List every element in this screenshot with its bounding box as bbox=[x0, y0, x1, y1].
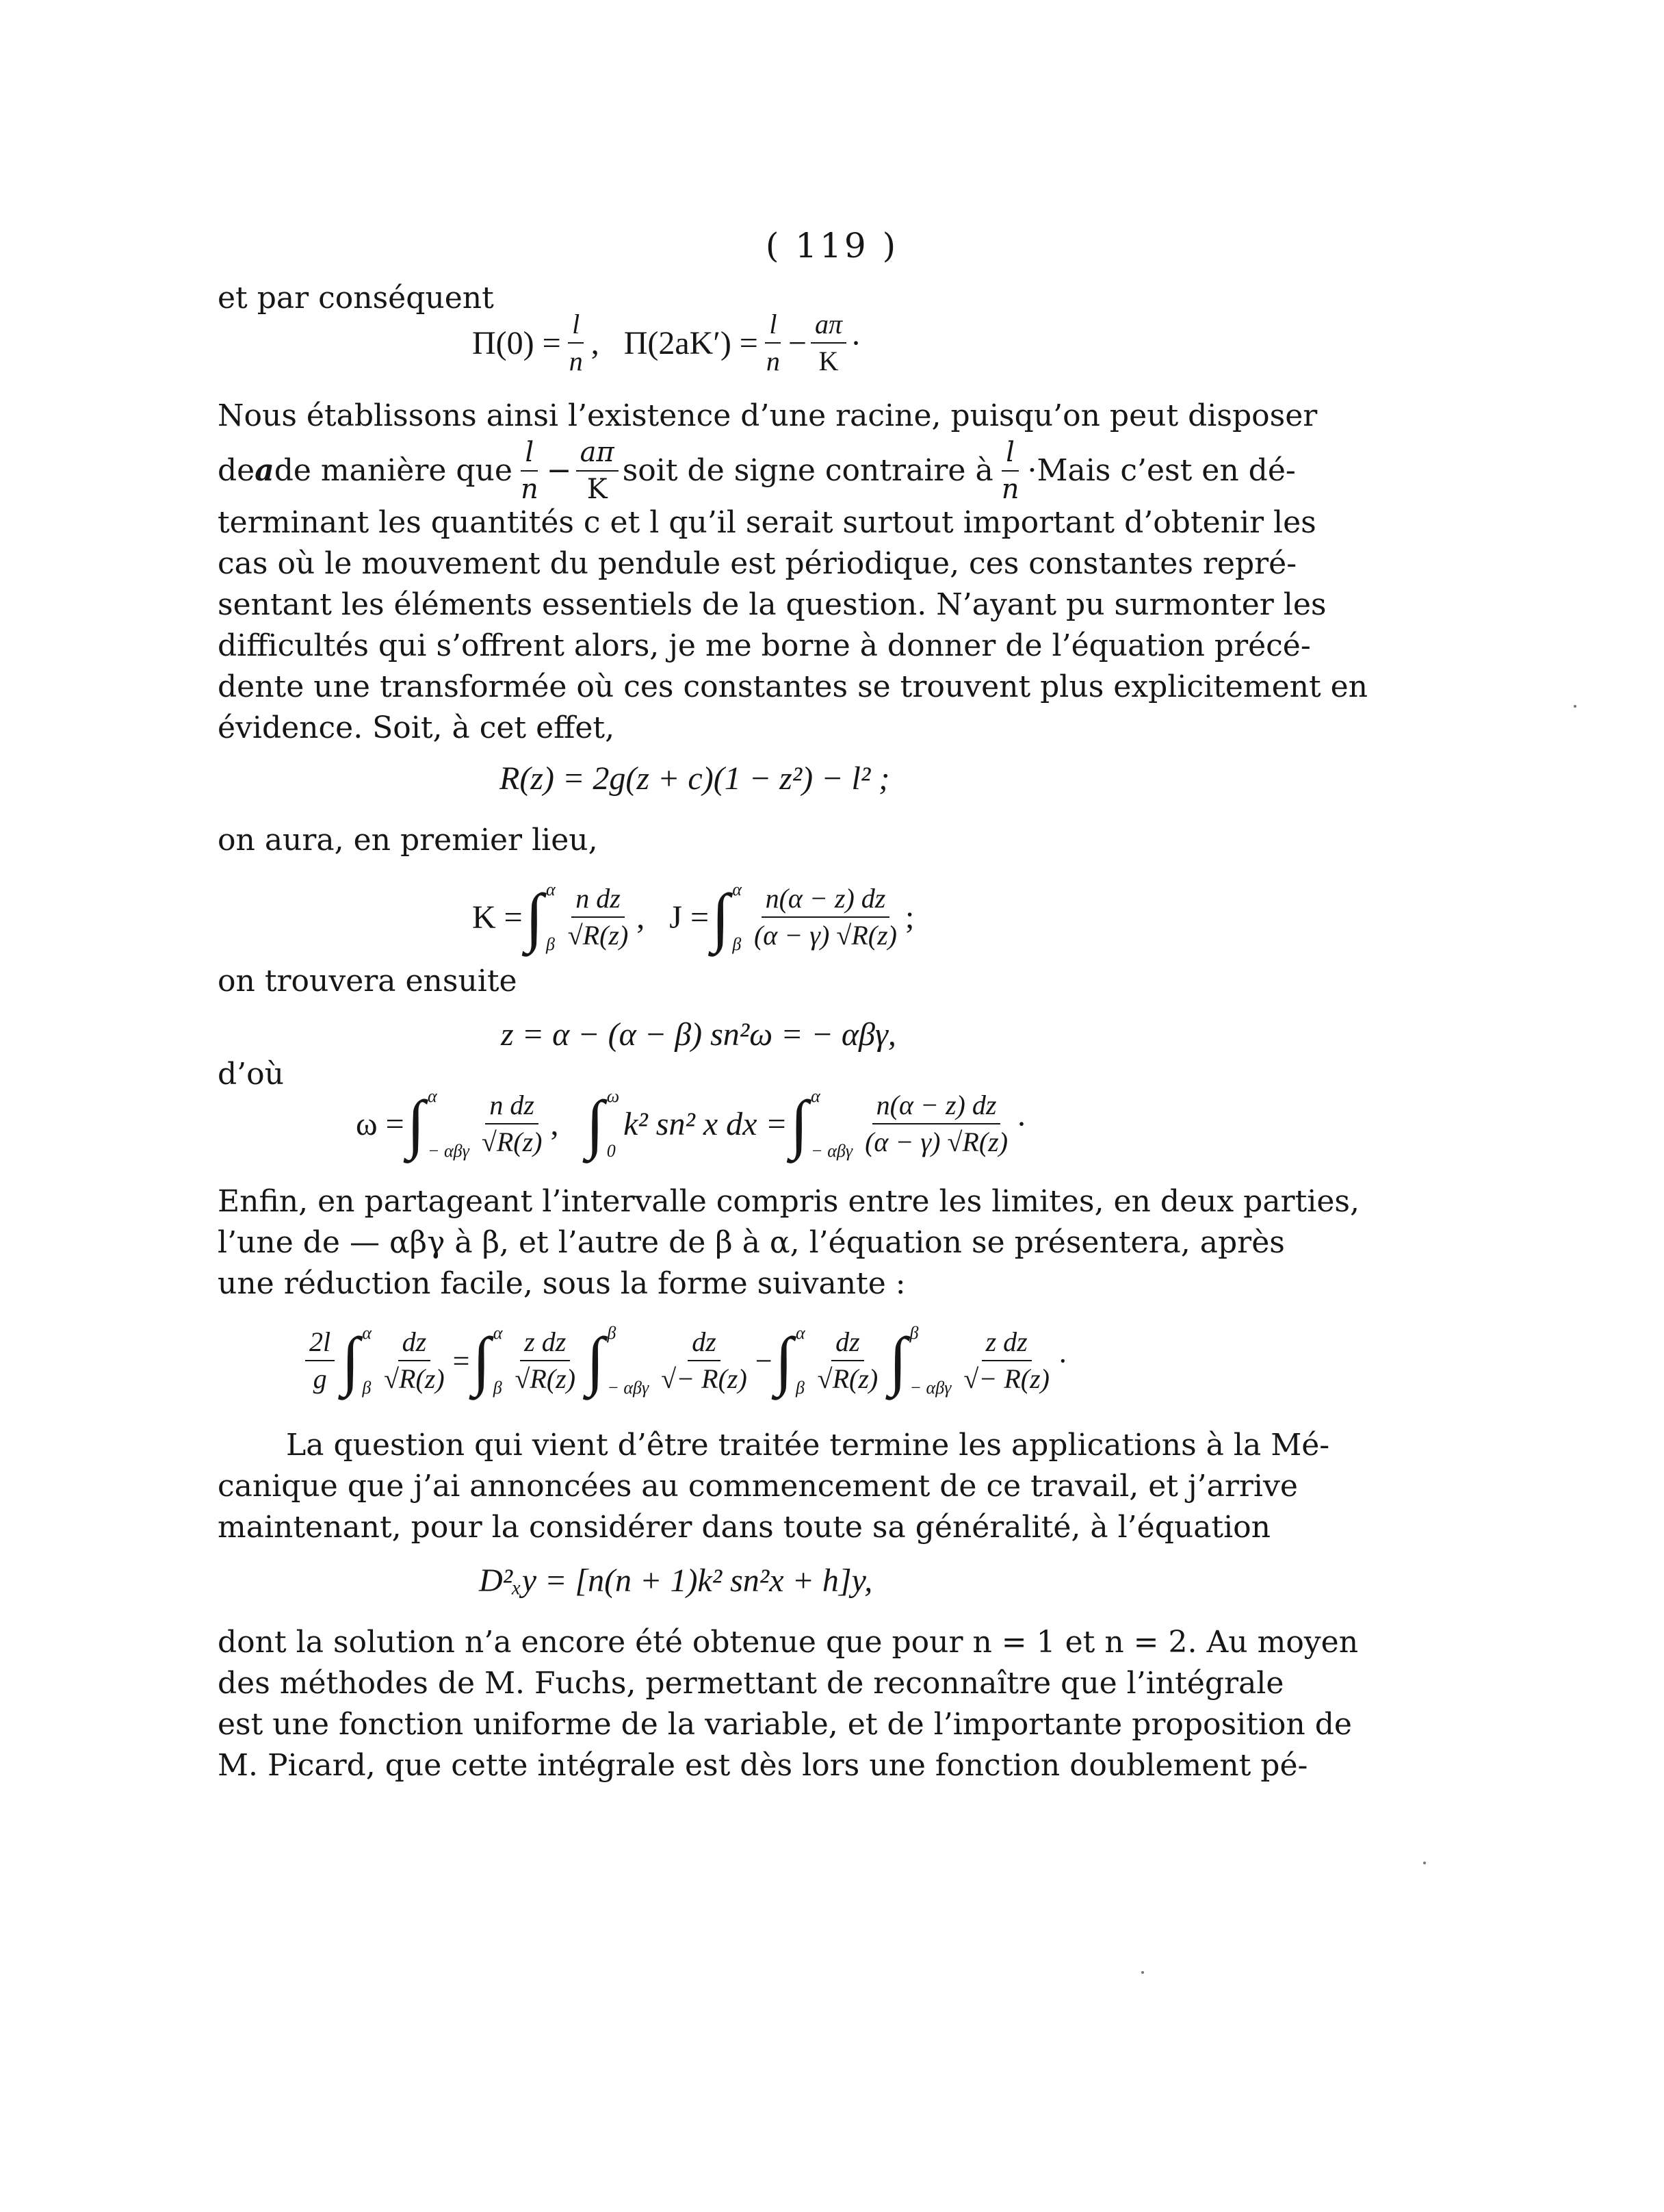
text-line: terminant les quantités c et l qu’il serait surtout important d’obtenir les bbox=[218, 505, 1316, 540]
page-number: ( 119 ) bbox=[765, 226, 899, 266]
text-line: l’une de — αβγ à β, et l’autre de β à α, l’équation se présentera, après bbox=[218, 1225, 1285, 1260]
text-line: dont la solution n’a encore été obtenue que pour n = 1 et n = 2. Au moyen bbox=[218, 1625, 1359, 1660]
text-line: des méthodes de M. Fuchs, permettant de reconnaître que l’intégrale bbox=[218, 1666, 1284, 1701]
text-line-inline-fractions: de a de manière que $\frac{l}{n}$ − $\frac{a\pi}{K}$ soit de signe contraire à $\frac{l}{n}$ · Mais c’est en dé- bbox=[218, 437, 1296, 505]
equation-z: z = α − (α − β) sn²ω = − αβγ, bbox=[501, 1016, 896, 1053]
text-line: une réduction facile, sous la forme suivante : bbox=[218, 1266, 906, 1301]
text-line: difficultés qui s’offrent alors, je me borne à donner de l’équation précé- bbox=[218, 628, 1311, 663]
text-line: évidence. Soit, à cet effet, bbox=[218, 710, 615, 745]
scan-speck bbox=[1141, 1971, 1144, 1974]
equation-K-J: K = ∫ α β $\frac{\text{n dz}}{√R(z)}$ , J = ∫ α β $\frac{n(\alpha - z) dz}{(\alpha - \gamma) √R(z)}$ ; bbox=[472, 879, 915, 954]
text-line: La question qui vient d’être traitée termine les applications à la Mé- bbox=[286, 1428, 1330, 1463]
equation-R: R(z) = 2g(z + c)(1 − z²) − l² ; bbox=[499, 760, 890, 797]
text-line: dente une transformée où ces constantes se trouvent plus explicitement en bbox=[218, 669, 1368, 704]
text-line: d’où bbox=[218, 1057, 284, 1092]
eq1-left: Π(0) = bbox=[472, 324, 561, 361]
scan-speck bbox=[1574, 705, 1576, 708]
text-line: sentant les éléments essentiels de la question. N’ayant pu surmonter les bbox=[218, 587, 1327, 622]
text-line: M. Picard, que cette intégrale est dès lors une fonction doublement pé- bbox=[218, 1748, 1308, 1783]
fraction: $\frac{l}{n}$ bbox=[766, 309, 780, 376]
equation-final: $\frac{2l}{g}$ ∫ α β $\frac{dz}{√R(z)}$ = ∫ α β $\frac{\text{z dz}}{√R(z)}$ ∫ β − αβγ $\frac{dz}{√- R(z)}$ − ∫ α β $\frac{dz}{√R(z)}$ ∫ β − αβγ $\frac{\text{z dz}}{√- R(z)}$ · bbox=[301, 1313, 1068, 1409]
text-line: on aura, en premier lieu, bbox=[218, 823, 598, 858]
equation-lame: D²ₓy = [n(n + 1)k² sn²x + h]y, bbox=[479, 1562, 873, 1599]
text-line: et par conséquent bbox=[218, 281, 494, 316]
scan-speck bbox=[1423, 1862, 1426, 1864]
text-line: on trouvera ensuite bbox=[218, 964, 517, 999]
eq1-mid: Π(2aK′) = bbox=[623, 324, 758, 361]
text-line: Nous établissons ainsi l’existence d’une racine, puisqu’on peut disposer bbox=[218, 398, 1318, 433]
text-line: Enfin, en partageant l’intervalle compris entre les limites, en deux parties, bbox=[218, 1184, 1360, 1219]
text-line: est une fonction uniforme de la variable, et de l’importante proposition de bbox=[218, 1707, 1352, 1742]
fraction: $\frac{a\pi}{K}$ bbox=[811, 309, 846, 376]
text-line: maintenant, pour la considérer dans toute sa généralité, à l’équation bbox=[218, 1510, 1271, 1545]
text-line: cas où le mouvement du pendule est périodique, ces constantes repré- bbox=[218, 546, 1297, 581]
text-line: canique que j’ai annoncées au commencement de ce travail, et j’arrive bbox=[218, 1469, 1298, 1504]
equation-omega: ω = ∫ α − αβγ $\frac{\text{n dz}}{√R(z)}$ , ∫ ω 0 k² sn² x dx = ∫ α − αβγ $\frac{n(\alpha - z) dz}{(\alpha - \gamma) √R(z)}$ · bbox=[356, 1086, 1028, 1161]
fraction: $\frac{l}{n}$ bbox=[569, 309, 583, 376]
equation-pi: Π(0) = $\frac{l}{n}$ , Π(2aK′) = $\frac{l}{n}$ − $\frac{a\pi}{K}$ · bbox=[472, 309, 861, 376]
